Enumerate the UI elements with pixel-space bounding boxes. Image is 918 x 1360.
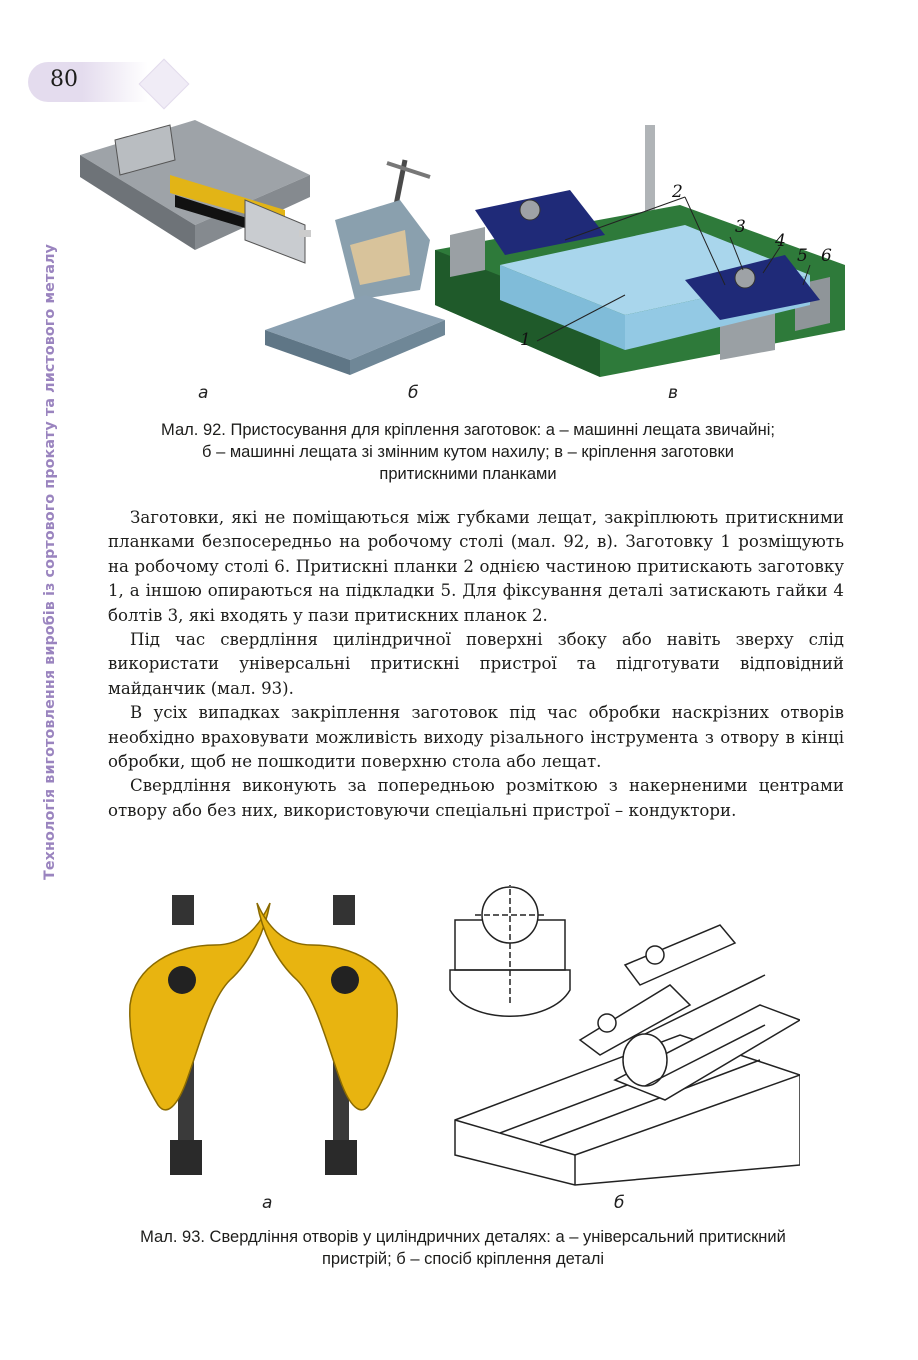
fig92-label-b: б: [408, 383, 419, 403]
machine-vise-a: [80, 120, 311, 263]
figure-93-illustration: [120, 885, 800, 1190]
paragraph: Свердління виконують за попередньою розміткою з накерненими центрами отвору або без них, використовуючи спеціальні пристрої – кондуктори.: [108, 776, 844, 820]
page-tab-decoration: [139, 59, 190, 110]
fig93-label-a: а: [262, 1193, 273, 1213]
fig92-label-c: в: [668, 383, 679, 403]
callout-5: 5: [797, 246, 808, 266]
fig93-label-b: б: [614, 1193, 625, 1213]
caption-line: пристрій; б – спосіб кріплення деталі: [321, 1250, 605, 1268]
figure-92-caption: [80, 419, 856, 485]
page-number: 80: [50, 67, 78, 92]
paragraph: Заготовки, які не поміщаються між губками лещат, закріплюють притискними планками безпосередньо на робочому столі (мал. 92, в). Заготовку 1 розміщують на робочому столі 6. Притискні планки 2 однією частиною притискають заготовку 1, а іншою опираються на підкладки 5. Для фіксування деталі затискають гайки 4 болтів 3, які входять у пази притискних планок 2.: [108, 508, 844, 625]
paragraph: Під час свердління циліндричної поверхні збоку або навіть зверху слід використати універсальні притискні пристрої та підготувати відповідний майданчик (мал. 93).: [108, 630, 844, 698]
universal-clamp-left: [130, 895, 270, 1175]
caption-line: притискними планками: [379, 465, 557, 483]
clamping-method-drawing: [450, 885, 800, 1185]
callout-2: 2: [672, 182, 683, 202]
callout-6: 6: [821, 246, 832, 266]
fig92-label-a: а: [198, 383, 209, 403]
caption-line: б – машинні лещата зі змінним кутом нахилу; в – кріплення заготовки: [202, 443, 734, 461]
caption-line: Мал. 92. Пристосування для кріплення заготовок: а – машинні лещата звичайні;: [161, 421, 775, 439]
page-number-tab: [28, 62, 148, 102]
callout-3: 3: [735, 217, 746, 237]
callout-1: 1: [520, 330, 531, 350]
paragraph: В усіх випадках закріплення заготовок під час обробки наскрізних отворів необхідно враховувати можливість виходу різального інструмента з отвору в кінці обробки, щоб не пошкодити поверхню стола або лещат.: [108, 703, 844, 772]
side-section-title: Технологія виготовлення виробів із сортового прокату та листового металу: [42, 243, 58, 880]
universal-clamp-right: [257, 895, 397, 1175]
clamping-setup-c: [435, 125, 845, 377]
body-text: [108, 506, 844, 823]
figure-93-caption: [70, 1226, 856, 1270]
callout-4: 4: [775, 231, 786, 251]
caption-line: Мал. 93. Свердління отворів у циліндричних деталях: а – універсальний притискний: [140, 1228, 786, 1246]
figure-92-illustration: [75, 115, 845, 385]
